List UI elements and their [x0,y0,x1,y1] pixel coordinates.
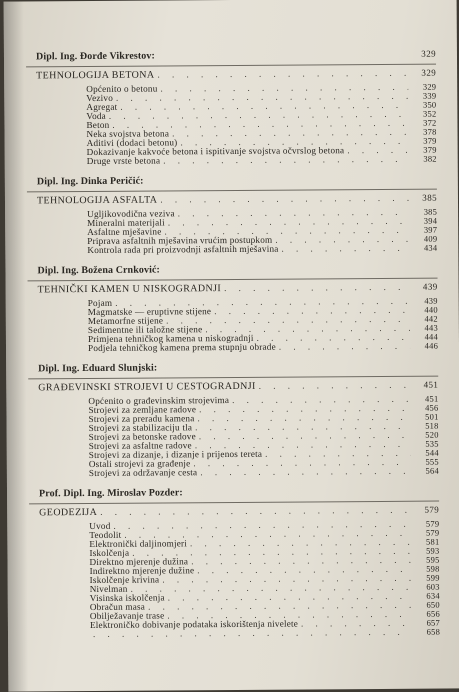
entry-title: Ugljikovodična veziva [87,209,175,219]
entry-title: Uvod [89,522,110,531]
toc-entry [89,467,439,478]
entry-title: Indirektno mjerenje dužine [90,566,195,576]
table-of-contents [26,49,450,650]
entry-title: Neka svojstva betona [86,129,169,139]
toc-entry [87,244,437,255]
entry-page-number: 501 [410,413,438,422]
dot-leader [160,155,409,166]
dot-leader [90,628,412,639]
entry-page-number: 442 [410,315,438,324]
section-title: GEODEZIJA [39,507,97,518]
dot-leader [279,244,410,254]
section-author: Dipl. Ing. Eduard Slunjski: [38,363,157,375]
toc-section [28,360,449,478]
entry-title: Pojam [88,299,113,308]
author-page-number: 329 [408,49,436,59]
entry-page-number: 409 [409,235,437,244]
entry-title: Općenito o betonu [86,85,157,94]
section-divider [26,64,436,68]
entry-title: Metamorfne stijene [88,316,163,326]
entry-title: Strojevi za betonske radove [89,432,196,442]
entry-page-number: 599 [412,574,440,583]
section-author-line [37,174,437,188]
section-author: Dipl. Ing. Dinka Peričić: [37,176,144,188]
entry-title: Iskolčenja [89,549,129,558]
entry-page-number: 379 [409,146,437,155]
entry-title: Elektronički daljinomjeri [89,539,187,549]
entry-title: Obilježavanje trase [90,611,165,621]
entry-title: Podjela tehničkog kamena prema stupnju obrade [88,343,276,353]
section-page-number: 579 [411,505,439,515]
section-author: Prof. Dipl. Ing. Miroslav Pozder: [39,487,183,499]
entry-page-number: 350 [408,101,436,110]
entry-page-number: 603 [412,583,440,592]
section-heading [39,505,439,519]
author-spacer [157,369,410,371]
entry-title: Dokazivanje kakvoće betona i ispitivanje svojstva očvrslog betona [87,146,345,157]
entry-title: Strojevi za zemljane radove [88,405,196,415]
section-title: GRAĐEVINSKI STROJEVI U CESTOGRADNJI [38,381,256,394]
entry-page-number: 394 [409,217,437,226]
toc-entry [87,155,437,166]
entry-title: Strojevi za dizanje, i dizanje i prijenos tereta [89,450,262,460]
entry-page-number: 444 [410,333,438,342]
toc-section [27,173,448,255]
section-entries [88,395,439,478]
dot-leader [344,146,408,155]
entry-page-number: 593 [411,547,439,556]
section-author: Dipl. Ing. Božena Crnković: [37,265,160,277]
entry-title: Sedimentne ili taložne stijene [88,325,202,335]
toc-entry [88,342,438,353]
entry-page-number: 555 [411,458,439,467]
entry-title: Druge vrste betona [87,157,161,167]
entry-page-number: 378 [408,128,436,137]
section-divider [27,189,437,193]
section-entries [89,520,440,639]
section-author-line [38,361,438,375]
section-page-number: 385 [409,193,437,203]
entry-page-number: 518 [411,422,439,431]
dot-leader [221,282,410,293]
entry-page-number: 329 [408,83,436,92]
entry-title: Strojevi za preradu kamena [88,414,194,424]
dot-leader [276,342,410,352]
author-spacer [155,57,408,59]
entry-title: Agregat [86,103,117,112]
entry-page-number: 440 [410,306,438,315]
toc-entry [90,628,440,639]
section-title: TEHNOLOGIJA BETONA [36,70,154,82]
section-heading [36,68,436,82]
entry-title: Teodolit [89,531,121,540]
section-entries [87,208,437,255]
entry-page-number: 451 [410,395,438,404]
entry-title: Aditivi (dodaci betonu) [87,138,178,148]
section-divider [29,501,439,505]
entry-page-number: 579 [411,529,439,538]
section-page-number: 439 [410,282,438,292]
book-page [4,0,459,692]
entry-page-number: 650 [412,601,440,610]
entry-page-number: 535 [411,440,439,449]
author-spacer [183,494,411,496]
entry-page-number: 379 [409,137,437,146]
entry-page-number: 339 [408,92,436,101]
author-spacer [144,182,409,184]
entry-title: Kontrola rada pri proizvodnji asfaltnih mješavina [87,245,278,255]
entry-title: Elektroničko dobivanje podataka iskorištenja nivelete [90,620,298,630]
dot-leader [154,68,408,80]
entry-title: Općenito o građevinskim strojevima [88,396,229,406]
section-title: TEHNIČKI KAMEN U NISKOGRADNJI [38,283,222,295]
entry-page-number: 372 [408,119,436,128]
dot-leader [157,193,409,205]
toc-section [27,262,448,353]
entry-page-number: 397 [409,226,437,235]
section-heading [38,380,438,394]
entry-title: Ostali strojevi za građenje [89,459,191,469]
section-heading [37,193,437,207]
section-divider [28,376,438,380]
entry-page-number: 579 [411,520,439,529]
entry-page-number: 656 [412,610,440,619]
entry-title: Beton [86,121,109,130]
entry-title: Direktno mjerenje dužina [89,557,188,567]
entry-title: Visinska iskolčenja [90,593,165,603]
dot-leader [97,505,411,517]
section-page-number: 329 [408,68,436,78]
section-divider [28,278,438,282]
entry-page-number: 439 [410,297,438,306]
section-author: Dipl. Ing. Đorđe Vikrestov: [36,51,155,63]
author-spacer [160,271,410,273]
entry-title: Nivelman [90,585,128,594]
entry-page-number: 446 [410,342,438,351]
section-entries [88,297,438,353]
entry-page-number: 564 [411,467,439,476]
section-page-number: 451 [410,380,438,390]
dot-leader [256,380,411,391]
section-heading [38,282,438,296]
entry-title: Strojevi za asfaltne radove [89,441,192,451]
entry-page-number: 352 [408,110,436,119]
entry-title: Mineralni materijali [87,218,165,228]
entry-title: Magmatske — eruptivne stijene [88,307,211,317]
entry-page-number: 434 [409,244,437,253]
entry-page-number: 520 [411,431,439,440]
section-author-line [36,49,436,63]
toc-section [26,49,447,167]
entry-title: Strojevi za stabilizaciju tla [89,423,193,433]
entry-page-number: 456 [410,404,438,413]
section-title: TEHNOLOGIJA ASFALTA [37,195,157,207]
entry-page-number: 595 [411,556,439,565]
section-entries [86,83,437,166]
page-gutter-shadow [4,1,29,691]
dot-leader [197,467,411,477]
entry-title: Iskolčenje krivina [90,576,160,585]
entry-page-number: 657 [412,619,440,628]
section-author-line [39,486,439,500]
entry-page-number: 658 [412,628,440,637]
entry-title: Vezivo [86,94,113,103]
toc-section [29,485,450,639]
entry-page-number: 581 [411,538,439,547]
entry-title: Voda [86,112,106,121]
entry-page-number: 544 [411,449,439,458]
entry-title: Primjena tehničkog kamena u niskogradnji [88,334,254,344]
entry-title: Priprava asfaltnih mješavina vrućim postupkom [87,236,272,246]
section-author-line [37,263,437,277]
entry-title: Strojevi za održavanje cesta [89,468,197,478]
entry-page-number: 634 [412,592,440,601]
entry-page-number: 598 [412,565,440,574]
entry-page-number: 382 [409,155,437,164]
entry-title: Asfaltne mješavine [87,227,161,237]
entry-page-number: 443 [410,324,438,333]
entry-title: Obračun masa [90,603,145,612]
entry-page-number: 385 [409,208,437,217]
